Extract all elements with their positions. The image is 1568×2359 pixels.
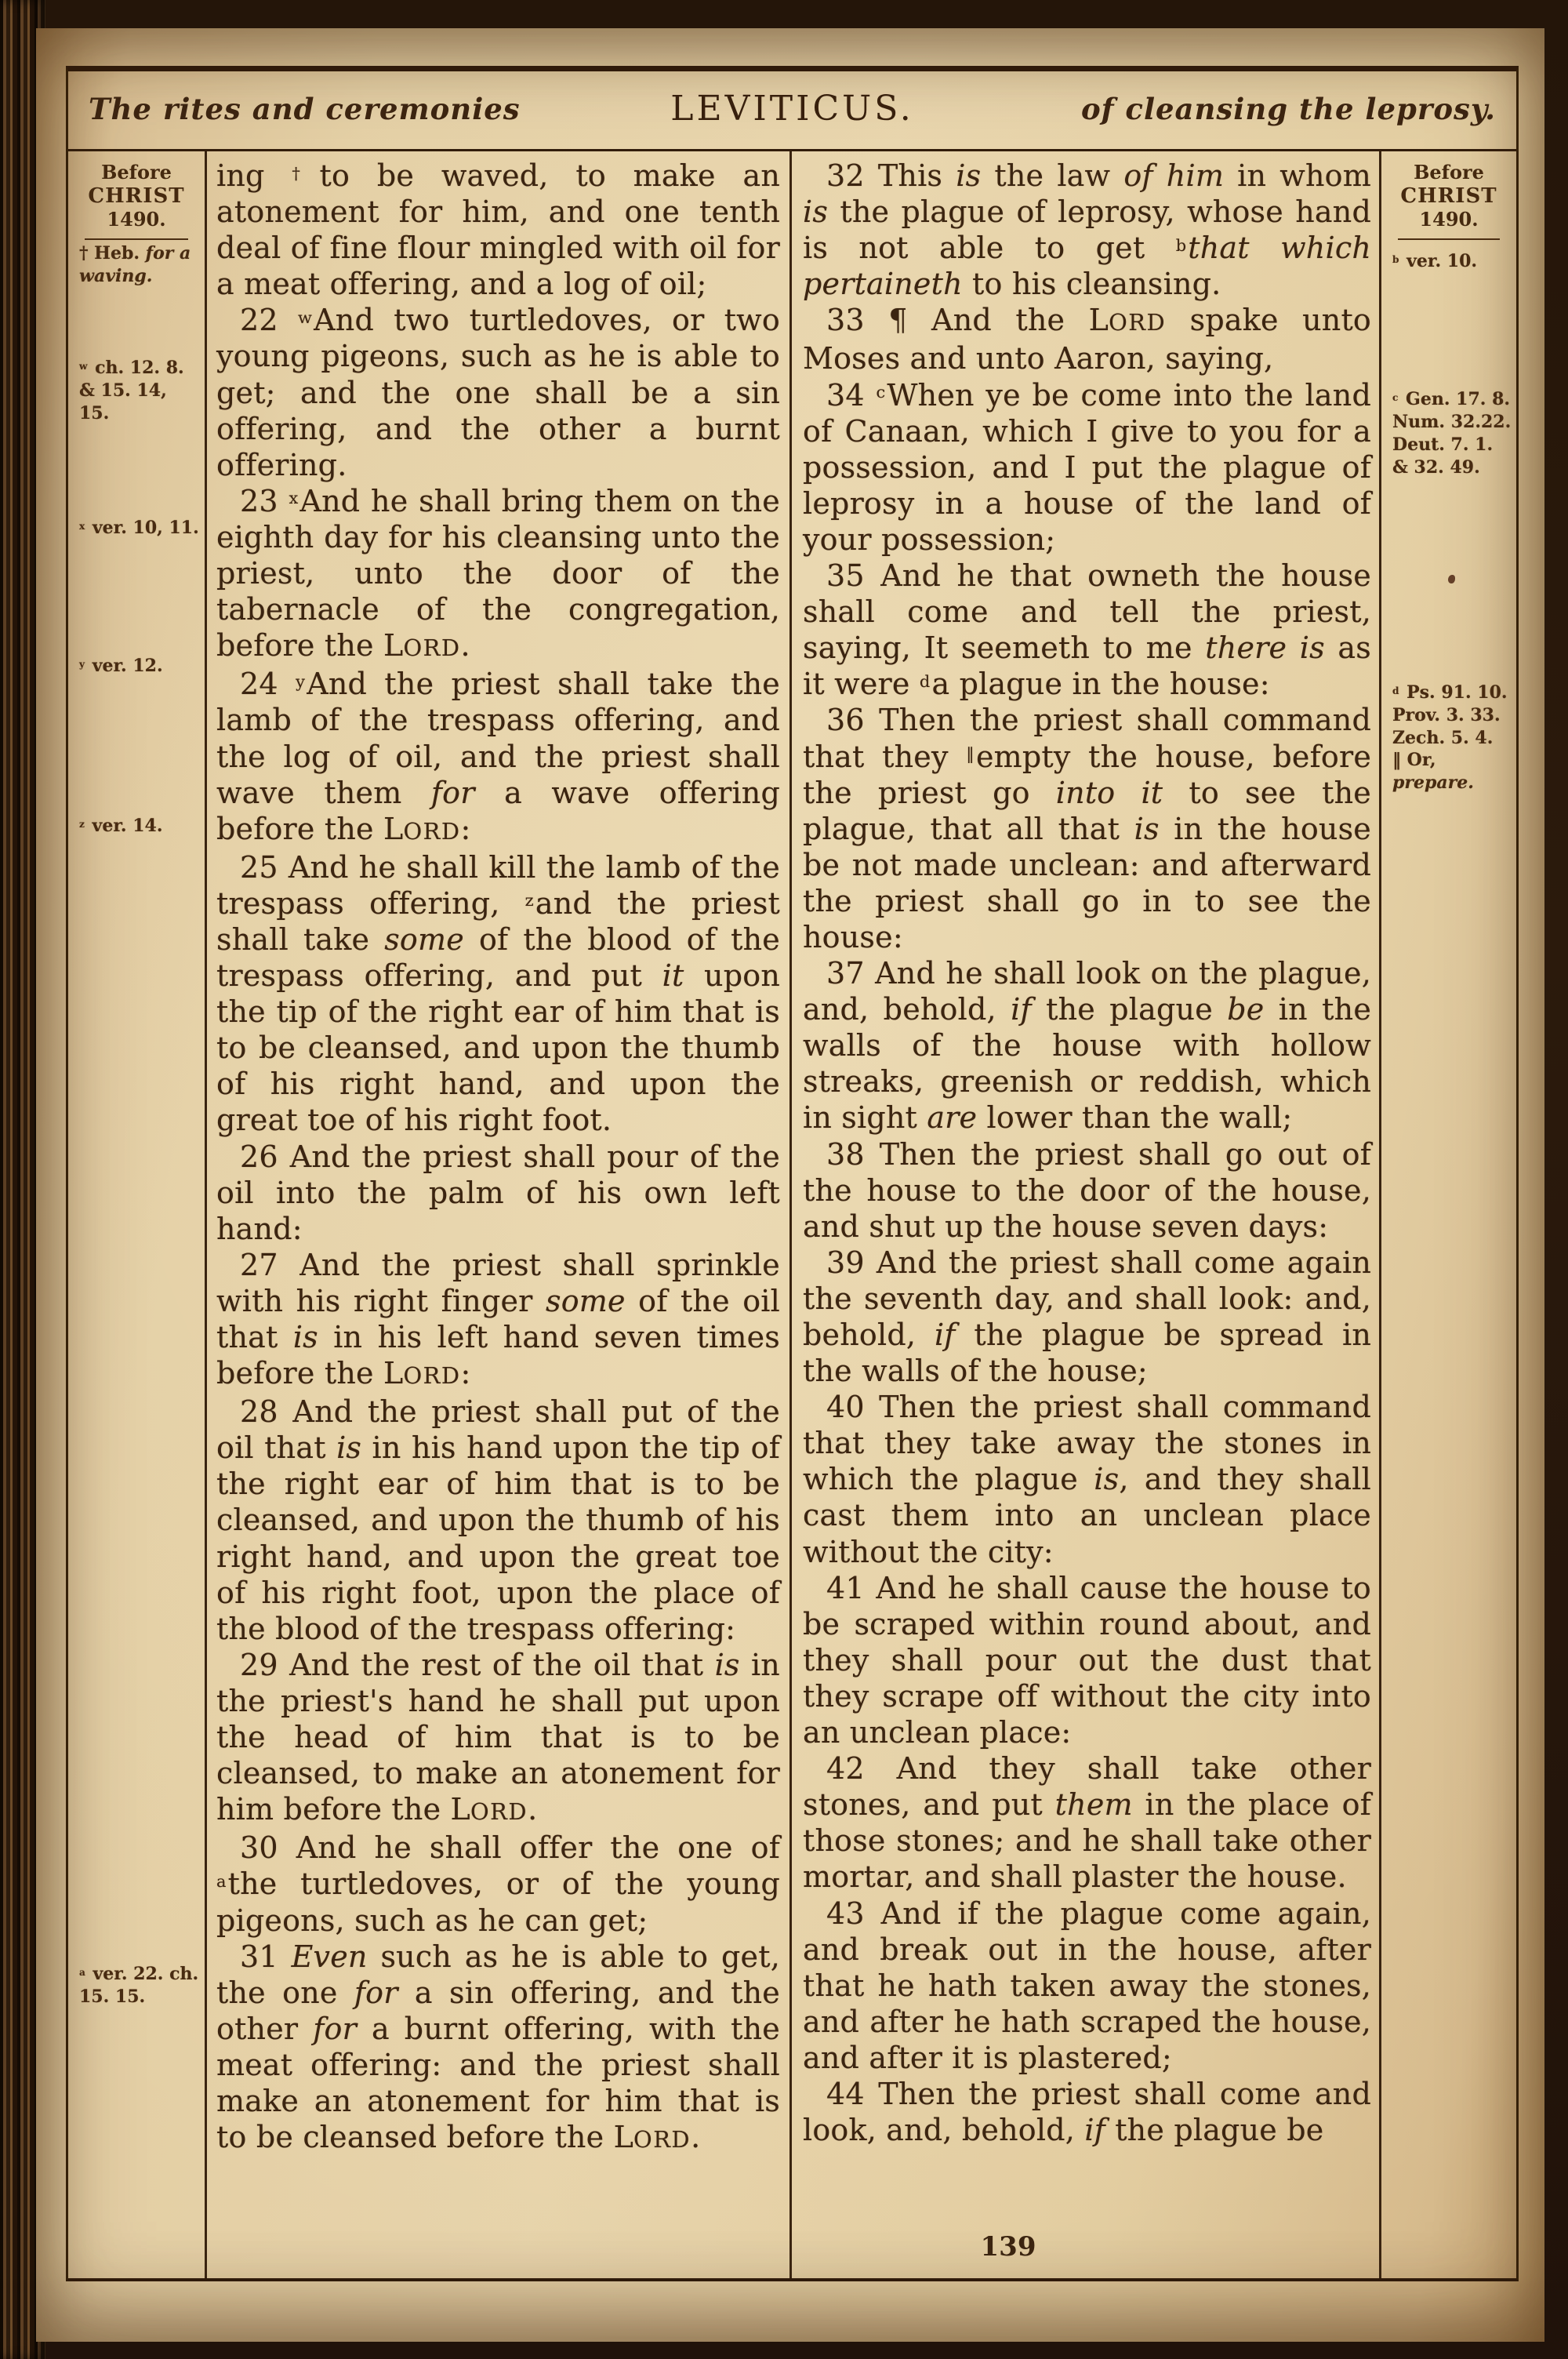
verse: 41 And he shall cause the house to be scraped within round about, and they shall pour out the dust that they scrape off without the city into an unclean place: [803,1570,1371,1750]
verse: 23 $^x$And he shall bring them on the eighth day for his cleansing unto the priest, unto the door of the tabernacle of the congregation, before the LORD. [216,483,780,663]
verse: 34 $^c$When ye be come into the land of Canaan, which I give to you for a possession, and I put the plague of leprosy in a house of the land of your possession; [803,377,1371,557]
margin-note: $^y$ ver. 12. [79,656,163,676]
margin-note: $^c$ Gen. 17. 8. Num. 32.22. Deut. 7. 1. & 32. 49. [1392,389,1512,478]
margin-note: † Heb. for a waving. [79,243,191,286]
margin-heading-right [1381,161,1516,240]
verse: 38 Then the priest shall go out of the house to the door of the house, and shut up the house seven days: [803,1136,1371,1244]
verse: 35 And he that owneth the house shall come and tell the priest, saying, It seemeth to me there is as it were $^d$a plague in the house: [803,558,1371,702]
margin-note: $^b$ ver. 10. [1392,251,1478,271]
verse: 33 ¶ And the LORD spake unto Moses and unto Aaron, saying, [803,303,1372,376]
margin-heading-line: 1490. [1419,208,1479,231]
margin-note: ‖ Or, prepare. [1392,750,1474,793]
verse: 29 And the rest of the oil that is in the priest's hand he shall put upon the head of him that is to be cleansed, to make an atonement for him before the LORD. [216,1647,780,1827]
verse: 26 And the priest shall pour of the oil into the palm of his own left hand: [216,1139,780,1246]
text-column-1 [207,151,792,2278]
verse: 22 $^w$And two turtledoves, or two young pigeons, such as he is able to get; and the one shall be a sin offering, and the other a burnt offering. [216,303,780,482]
verse: 24 $^y$And the priest shall take the lamb of the trespass offering, and the log of oil, and the priest shall wave them for a wave offering before the LORD: [216,667,781,846]
margin-heading-line: CHRIST [1400,184,1497,208]
verse: 36 Then the priest shall command that they ‖empty the house, before the priest go into it to see the plague, that all that is in the house be not made unclean: and afterward the priest shall go in to see the house: [803,703,1372,954]
margin-heading-line: CHRIST [88,184,185,208]
right-margin-column [1381,151,1516,2278]
left-margin-column [68,151,207,2278]
margin-heading-line: 1490. [107,208,166,231]
margin-note: $^d$ Ps. 91. 10. Prov. 3. 33. Zech. 5. 4. [1392,682,1508,748]
margin-heading-rule [85,238,188,240]
verse: 39 And the priest shall come again the seventh day, and shall look: and, behold, if the plague be spread in the walls of the house; [803,1245,1372,1389]
margin-heading-left [68,161,205,240]
margin-note: $^z$ ver. 14. [79,816,163,836]
margin-note: $^a$ ver. 22. ch. 15. 15. [79,1964,199,2007]
verse: 40 Then the priest shall command that they take away the stones in which the plague is, and they shall cast them into an unclean place without the city: [803,1390,1371,1569]
margin-note: $^x$ ver. 10, 11. [79,518,199,538]
verse: 28 And the priest shall put of the oil that is in his hand upon the tip of the right ear of him that is to be cleansed, and upon the thumb of his right hand, and upon the great toe of his right foot, upon the place of the blood of the trespass offering: [216,1394,780,1646]
verse: 37 And he shall look on the plague, and, behold, if the plague be in the walls of the house with hollow streaks, greenish or reddish, which in sight are lower than the wall; [803,956,1372,1136]
page-number: 139 [980,2231,1036,2263]
verse-continuation: ing †to be waved, to make an atonement for him, and one tenth deal of fine flour mingled with oil for a meat offering, and a log of oil; [216,158,780,302]
margin-heading-rule [1398,238,1501,240]
margin-note: $^w$ ch. 12. 8. & 15. 14, 15. [79,358,184,423]
page-frame [66,66,1519,2281]
verse: 32 This is the law of him in whom is the plague of leprosy, whose hand is not able to get $^b$that which pertaineth to his cleansing. [803,158,1371,302]
book-page [36,28,1544,2342]
verse: 25 And he shall kill the lamb of the trespass offering, $^z$and the priest shall take some of the blood of the trespass offering, and put it upon the tip of the right ear of him that is to be cleansed, and upon the thumb of his right hand, and upon the great toe of his right foot. [216,849,781,1138]
verse: 43 And if the plague come again, and break out in the house, after that he hath taken away the stones, and after he hath scraped the house, and after it is plastered; [803,1896,1371,2075]
text-column-2 [792,151,1381,2278]
verse: 30 And he shall offer the one of $^a$the turtledoves, or of the young pigeons, such as he can get; [216,1830,780,1938]
verse: 42 And they shall take other stones, and put them in the place of those stones; and he shall take other mortar, and shall plaster the house. [803,1751,1371,1895]
verse: 27 And the priest shall sprinkle with his right finger some of the oil that is in his left hand seven times before the LORD: [216,1247,781,1391]
verse: 44 Then the priest shall come and look, and, behold, if the plague be [803,2076,1371,2148]
page-body [68,151,1516,2278]
margin-heading-line: Before [101,161,172,184]
running-head-right: of cleansing the leprosy. [1080,92,1496,126]
verse: 31 Even such as he is able to get, the one for a sin offering, and the other for a burnt offering, with the meat offering: and the priest shall make an atonement for him that is to be cleansed before the LORD. [216,1939,780,2155]
running-head-left: The rites and ceremonies [89,92,521,126]
running-header [68,71,1516,151]
book-title: LEVITICUS. [670,89,914,129]
margin-heading-line: Before [1414,161,1484,184]
